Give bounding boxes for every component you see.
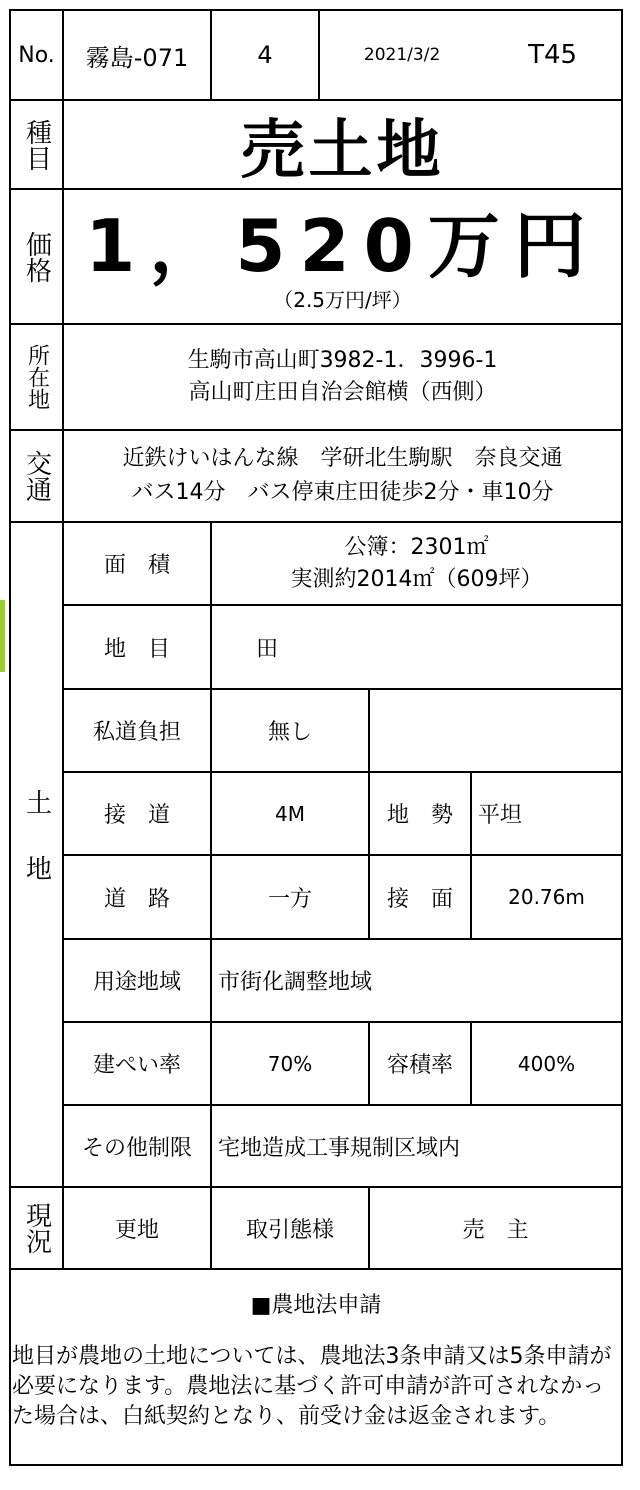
access-label <box>11 431 62 521</box>
chimoku-value: 田 <box>256 636 279 662</box>
area-measured: 実測約2014㎡（609坪） <box>290 566 543 592</box>
no-label: No. <box>18 42 55 68</box>
access-line2: バス14分 バス停東庄田徒歩2分・車10分 <box>131 480 554 505</box>
zoning-label: 用途地域 <box>92 970 181 995</box>
property-type: 売土地 <box>240 113 445 188</box>
price-label-text: 価格 <box>21 230 52 283</box>
access-line1: 近鉄けいはんな線 学研北生駒駅 奈良交通 <box>122 446 563 471</box>
price-value: 1，520万円 <box>85 203 600 288</box>
status-value: 更地 <box>114 1217 159 1243</box>
terrain-label: 地 勢 <box>386 803 453 828</box>
status-label <box>11 1188 62 1268</box>
coverage-value: 70% <box>267 1051 313 1076</box>
location-line2: 高山町庄田自治会館横（西側） <box>188 380 497 405</box>
location-block <box>64 325 621 429</box>
edge-marker <box>0 600 5 672</box>
property-code: 霧島-071 <box>85 43 189 72</box>
road-label: 道 路 <box>103 886 170 912</box>
terrain-value: 平坦 <box>478 803 523 828</box>
area-registered: 公簿：2301㎡ <box>344 534 489 560</box>
private-road-label: 私道負担 <box>92 720 181 745</box>
header-meta <box>320 11 621 99</box>
other-restriction-value: 宅地造成工事規制区域内 <box>218 1135 461 1161</box>
date: 2021/3/2 <box>363 45 441 65</box>
location-label <box>11 325 62 429</box>
road-access-label: 接 道 <box>103 803 170 828</box>
coverage-label: 建ぺい率 <box>92 1053 181 1078</box>
transaction-value: 売 主 <box>462 1217 529 1243</box>
far-value: 400% <box>517 1051 576 1076</box>
notice-body: 地目が農地の土地については、農地法3条申請又は5条申請が必要になります。農地法に基づく許可申請が許可されなかった場合は、白紙契約となり、前受け金は返金されます。 <box>12 1344 612 1429</box>
property-sheet <box>9 9 623 1466</box>
property-number: 4 <box>257 41 273 69</box>
area-label: 面 積 <box>103 553 170 578</box>
location-label-text: 所在地 <box>24 344 50 410</box>
area-block <box>212 523 621 604</box>
access-block <box>64 431 621 521</box>
price-label <box>11 190 62 323</box>
road-value: 一方 <box>267 886 312 912</box>
price-per-tsubo: （2.5万円/坪） <box>273 287 412 312</box>
access-label-text: 交通 <box>21 450 52 502</box>
frontage-label: 接 面 <box>386 886 453 912</box>
far-label: 容積率 <box>386 1053 453 1078</box>
location-line1: 生駒市高山町3982-1．3996-1 <box>187 348 498 373</box>
chimoku-label: 地 目 <box>103 636 170 662</box>
notice-title: ■農地法申請 <box>250 1292 382 1318</box>
land-label-text: 土地 <box>21 788 52 921</box>
other-restriction-label: その他制限 <box>81 1135 192 1161</box>
private-road-value: 無し <box>267 720 312 745</box>
road-access-value: 4M <box>275 801 305 826</box>
price-block <box>64 190 621 323</box>
frontage-value: 20.76m <box>508 885 585 909</box>
t-code: T45 <box>528 40 578 70</box>
land-label <box>11 523 62 1186</box>
status-label-text: 現況 <box>21 1202 52 1254</box>
type-label <box>11 101 62 188</box>
type-label-text: 種目 <box>21 118 52 171</box>
zoning-value: 市街化調整地域 <box>218 970 373 995</box>
transaction-label: 取引態様 <box>245 1217 334 1243</box>
